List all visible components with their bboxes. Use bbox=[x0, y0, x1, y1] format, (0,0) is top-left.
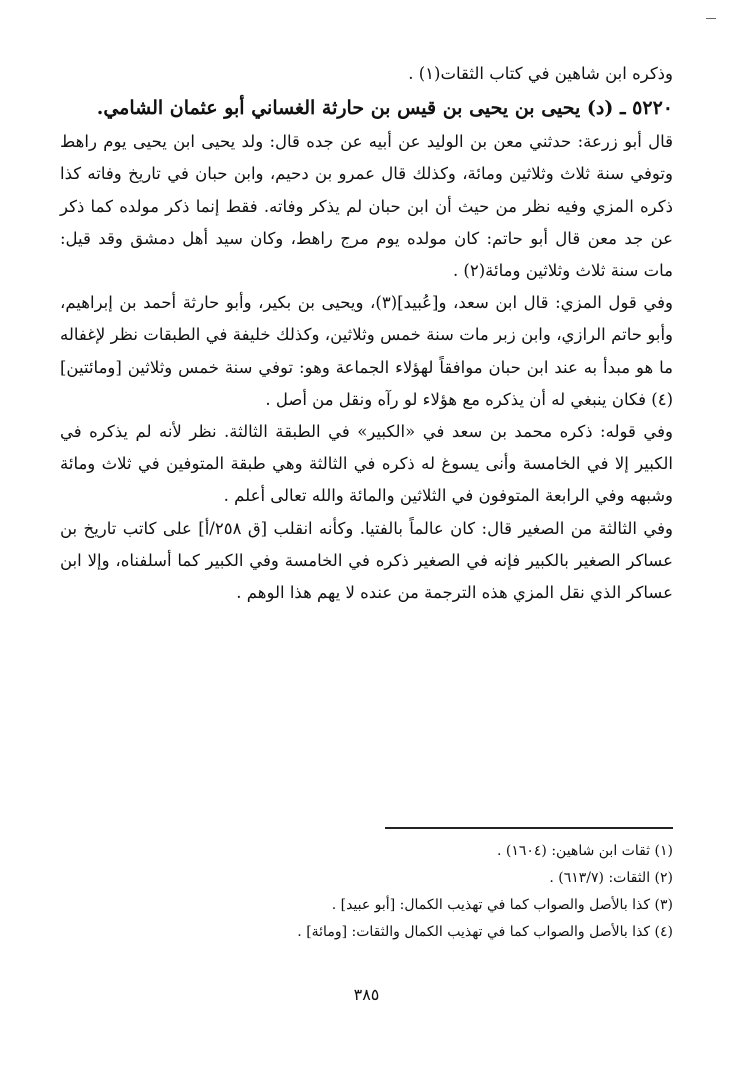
paragraph-1: وذكره ابن شاهين في كتاب الثقات(١) . bbox=[408, 64, 673, 83]
footnotes bbox=[60, 838, 673, 946]
entry-heading: ٥٢٢٠ ـ (د) يحيى بن يحيى بن قيس بن حارثة الغساني أبو عثمان الشامي. bbox=[96, 97, 673, 120]
footnote-2: (٢) الثقات: (٦١٣/٧) . bbox=[549, 870, 673, 886]
paragraph-4: وفي قوله: ذكره محمد بن سعد في «الكبير» في الطبقة الثالثة. نظر لأنه لم يذكره في الكبير إلا في الخامسة وأنى يسوغ له ذكره في الثالثة وهي طبقة المتوفين في ثلاث ومائة وشبهه وفي الرابعة المتوفون في الثلاثين والمائة والله تعالى أعلم . bbox=[60, 422, 673, 506]
paragraph-5: وفي الثالثة من الصغير قال: كان عالماً بالفتيا. وكأنه انقلب [ق ٢٥٨/أ] على كاتب تاريخ بن عساكر الصغير بالكبير فإنه في الصغير ذكره في الخامسة وفي الكبير كما أسلفناه، وإلا ابن عساكر الذي نقل المزي هذه الترجمة من عنده لا يهم هذا الوهم . bbox=[60, 518, 673, 603]
page-number: ٣٨٥ bbox=[353, 985, 380, 1004]
footnote-3: (٣) كذا بالأصل والصواب كما في تهذيب الكمال: [أبو عبيد] . bbox=[331, 897, 673, 913]
main-text bbox=[60, 58, 673, 609]
footnote-separator bbox=[385, 827, 673, 829]
paragraph-3: وفي قول المزي: قال ابن سعد، و[عُبيد](٣)، ويحيى بن بكير، وأبو حارثة أحمد بن إبراهيم، وأبو حاتم الرازي، وابن زبر مات سنة خمس وثلاثين، وكذلك خليفة في الطبقات نظر لإغفاله ما هو مبدأ به عند ابن حبان موافقاً لهؤلاء الجماعة وهو: توفي سنة خمس وثلاثين [ومائتين](٤) فكان ينبغي له أن يذكره مع هؤلاء لو رآه ونقل من أصل . bbox=[60, 293, 673, 409]
footnote-4: (٤) كذا بالأصل والصواب كما في تهذيب الكمال والثقات: [ومائة] . bbox=[297, 924, 673, 940]
corner-mark bbox=[706, 18, 716, 19]
paragraph-2: قال أبو زرعة: حدثني معن بن الوليد عن أبيه عن جده قال: ولد يحيى ابن يحيى يوم راهط وتوفي سنة ثلاث وثلاثين ومائة، وكذلك قال عمرو بن دحيم، وابن حبان في تاريخ وفاته كذا ذكره المزي وفيه نظر من حيث أن ابن حبان لم يذكر وفاته. فقط إنما ذكر مولده كما ذكر عن جد معن قال أبو حاتم: كان مولده يوم مرج راهط، وكان سيد أهل دمشق وقد قيل: مات سنة ثلاث وثلاثين ومائة(٢) . bbox=[60, 132, 673, 281]
footnote-1: (١) ثقات ابن شاهين: (١٦٠٤) . bbox=[496, 843, 673, 859]
